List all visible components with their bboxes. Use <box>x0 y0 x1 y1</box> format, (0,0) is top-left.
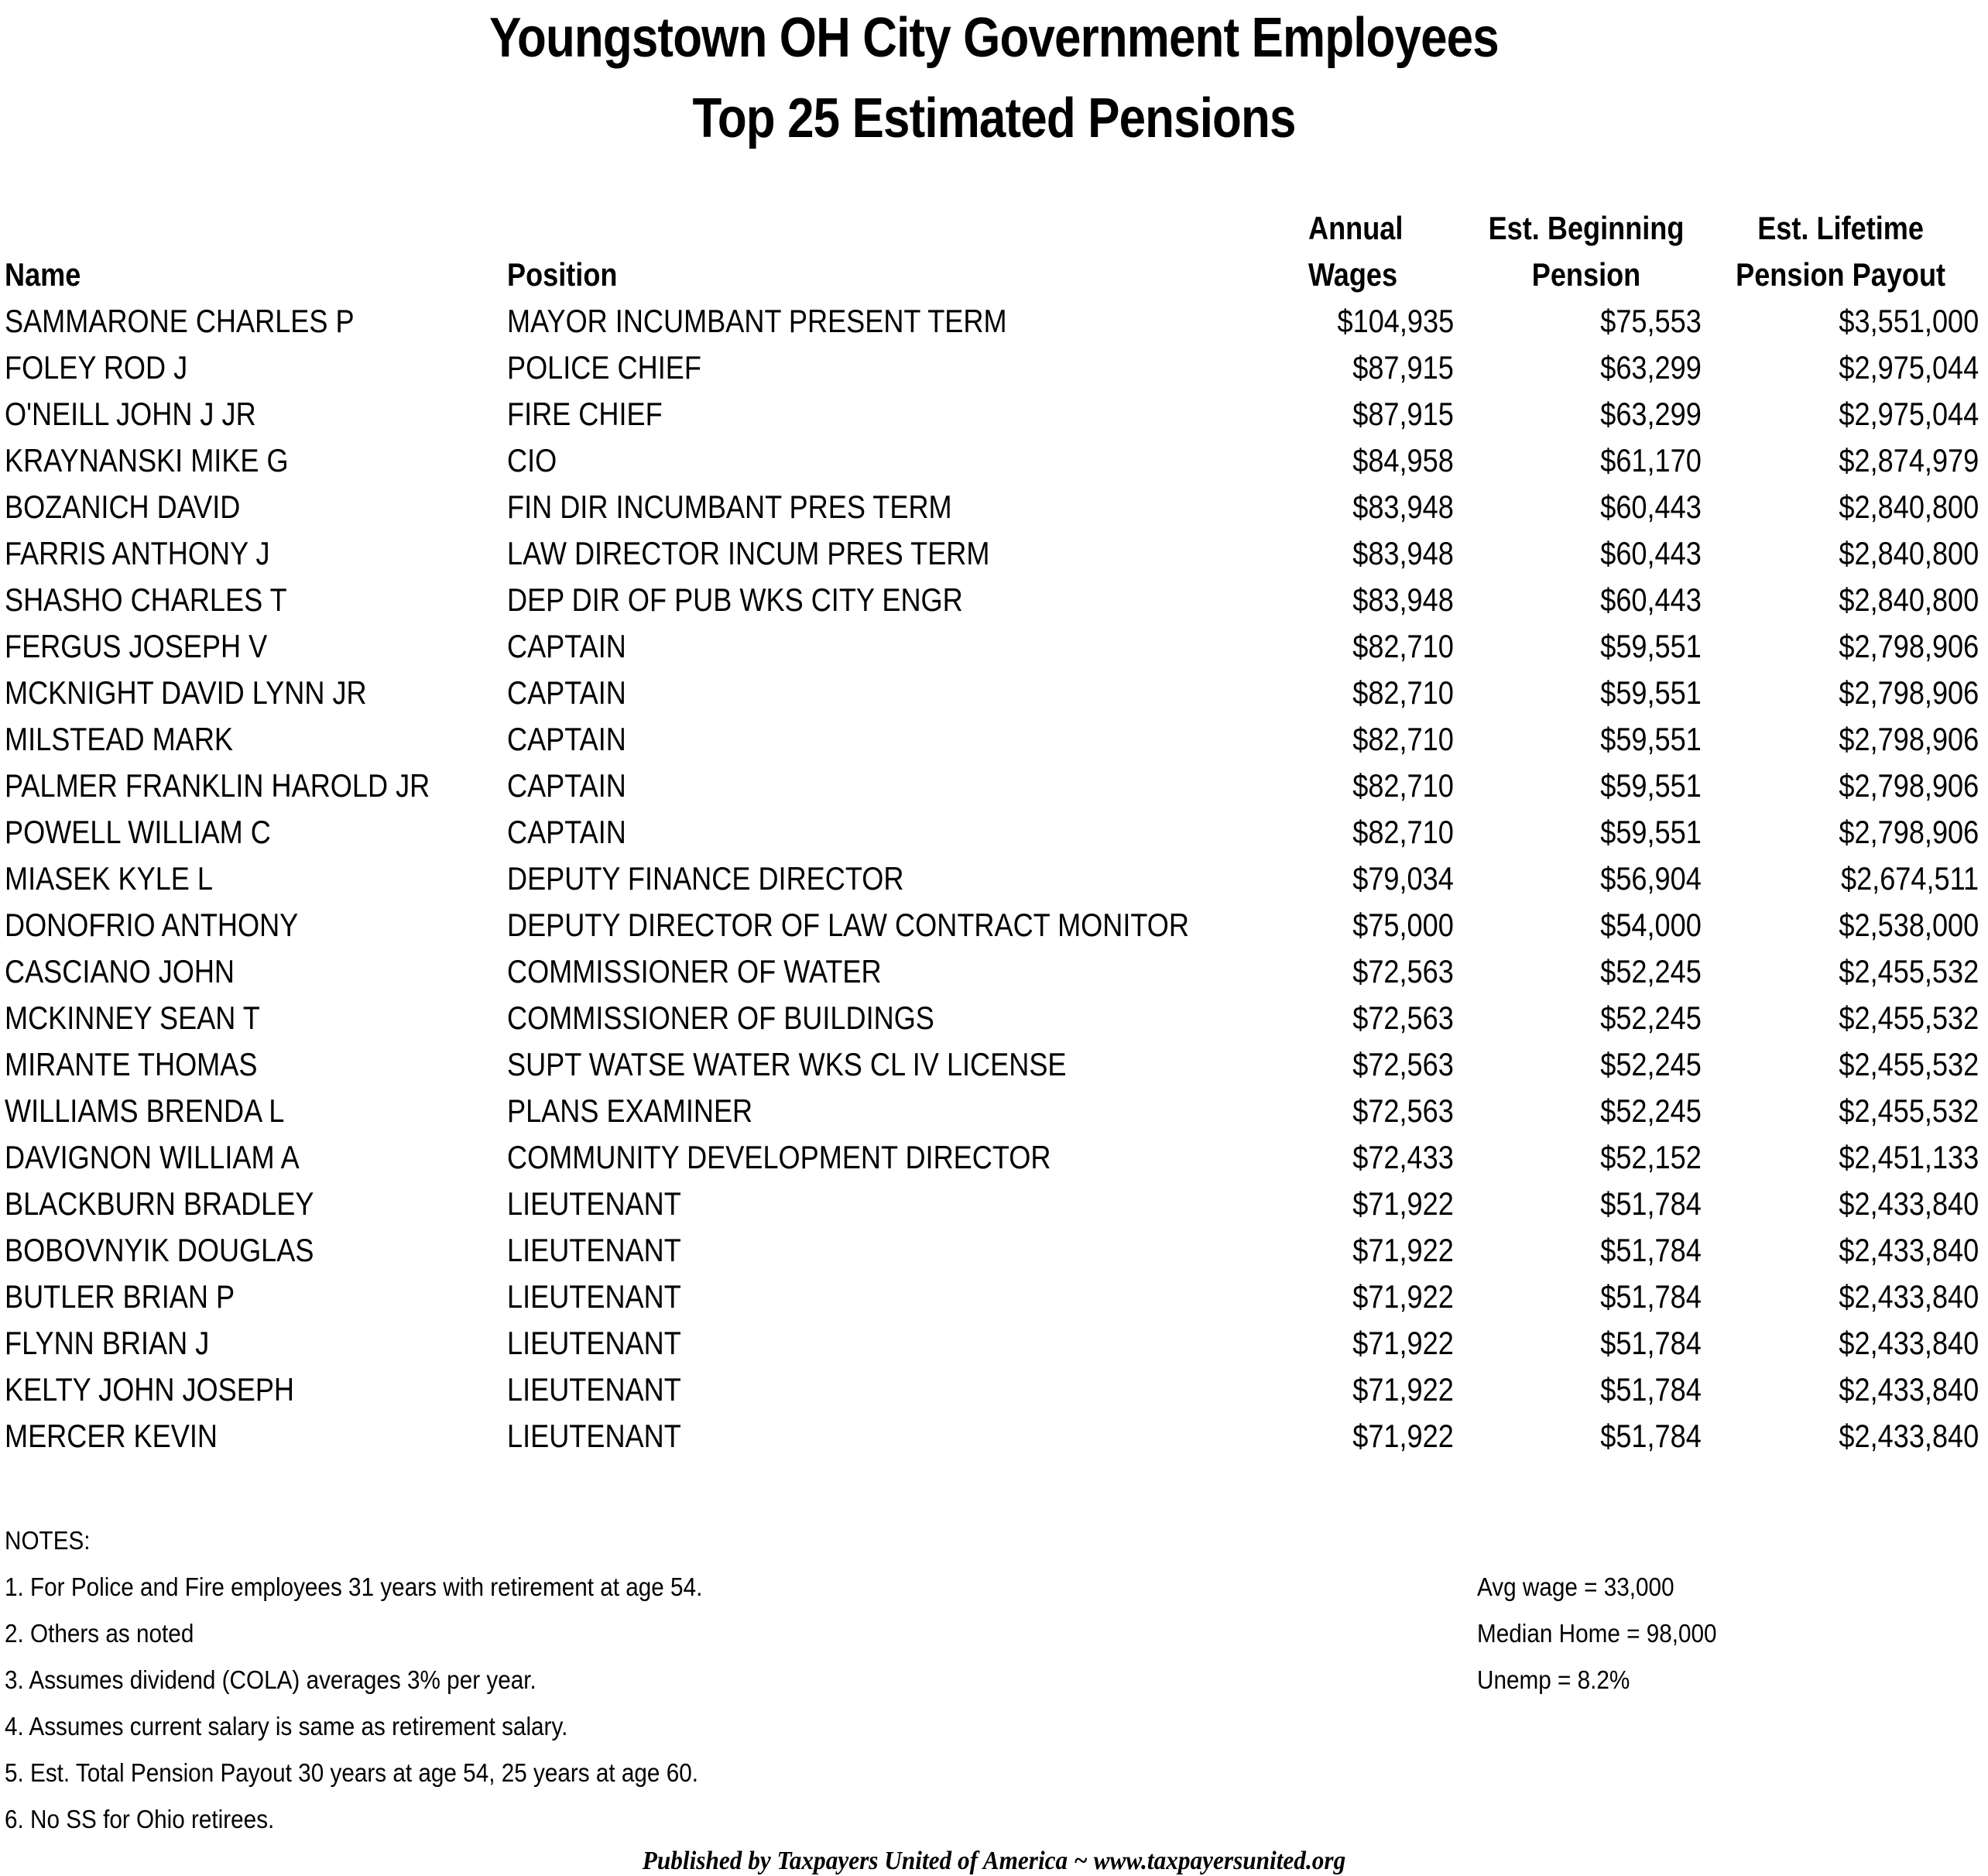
table-row <box>0 1088 1988 1134</box>
cell-annual-wages: $87,915 <box>1352 349 1454 386</box>
cell-lifetime-payout: $2,975,044 <box>1839 396 1979 432</box>
cell-name: MCKINNEY SEAN T <box>5 1000 260 1036</box>
table-row <box>0 577 1988 623</box>
table-row <box>0 298 1988 345</box>
cell-lifetime-payout: $2,874,979 <box>1839 442 1979 478</box>
cell-lifetime-payout: $2,455,532 <box>1839 1000 1979 1036</box>
table-row <box>0 1274 1988 1320</box>
table-row <box>0 763 1988 809</box>
cell-beginning-pension: $63,299 <box>1600 396 1702 432</box>
cell-beginning-pension: $63,299 <box>1600 349 1702 386</box>
cell-lifetime-payout: $2,975,044 <box>1839 349 1979 386</box>
cell-name: KRAYNANSKI MIKE G <box>5 442 289 478</box>
cell-annual-wages: $72,563 <box>1352 1046 1454 1082</box>
cell-annual-wages: $104,935 <box>1337 303 1454 339</box>
header-lifetime-line2: Pension Payout <box>1736 256 1946 293</box>
stat-avg-wage: Avg wage = 33,000 <box>1477 1572 1674 1601</box>
cell-annual-wages: $82,710 <box>1352 814 1454 850</box>
cell-position: LIEUTENANT <box>507 1278 681 1315</box>
cell-position: DEPUTY DIRECTOR OF LAW CONTRACT MONITOR <box>507 907 1189 943</box>
table-row <box>0 391 1988 437</box>
cell-lifetime-payout: $2,798,906 <box>1839 674 1979 711</box>
table-row <box>0 670 1988 716</box>
table-row <box>0 1181 1988 1227</box>
table-row <box>0 809 1988 856</box>
cell-name: FERGUS JOSEPH V <box>5 628 268 664</box>
cell-lifetime-payout: $2,455,532 <box>1839 1092 1979 1129</box>
cell-name: BOZANICH DAVID <box>5 489 241 525</box>
table-body <box>0 298 1988 1459</box>
cell-beginning-pension: $59,551 <box>1600 628 1702 664</box>
cell-lifetime-payout: $3,551,000 <box>1839 303 1979 339</box>
table-row <box>0 484 1988 530</box>
cell-beginning-pension: $59,551 <box>1600 674 1702 711</box>
table-header-row-1 <box>0 205 1988 252</box>
header-position: Position <box>507 256 618 293</box>
cell-position: LIEUTENANT <box>507 1418 681 1454</box>
note-item: 2. Others as noted <box>5 1619 194 1648</box>
cell-name: MERCER KEVIN <box>5 1418 218 1454</box>
cell-position: FIRE CHIEF <box>507 396 663 432</box>
cell-lifetime-payout: $2,798,906 <box>1839 721 1979 757</box>
cell-position: FIN DIR INCUMBANT PRES TERM <box>507 489 952 525</box>
table-row <box>0 437 1988 484</box>
table-row <box>0 995 1988 1041</box>
cell-position: MAYOR INCUMBANT PRESENT TERM <box>507 303 1007 339</box>
cell-lifetime-payout: $2,433,840 <box>1839 1185 1979 1222</box>
cell-lifetime-payout: $2,451,133 <box>1839 1139 1979 1175</box>
cell-position: DEPUTY FINANCE DIRECTOR <box>507 860 904 897</box>
table-row <box>0 716 1988 763</box>
cell-beginning-pension: $51,784 <box>1600 1418 1702 1454</box>
cell-lifetime-payout: $2,433,840 <box>1839 1325 1979 1361</box>
cell-beginning-pension: $51,784 <box>1600 1278 1702 1315</box>
cell-beginning-pension: $59,551 <box>1600 721 1702 757</box>
cell-name: MIRANTE THOMAS <box>5 1046 258 1082</box>
stat-median-home: Median Home = 98,000 <box>1477 1619 1717 1648</box>
cell-annual-wages: $87,915 <box>1352 396 1454 432</box>
cell-name: DONOFRIO ANTHONY <box>5 907 299 943</box>
cell-position: COMMISSIONER OF WATER <box>507 953 882 989</box>
cell-lifetime-payout: $2,455,532 <box>1839 953 1979 989</box>
cell-beginning-pension: $52,152 <box>1600 1139 1702 1175</box>
cell-annual-wages: $72,563 <box>1352 1092 1454 1129</box>
note-item: 6. No SS for Ohio retirees. <box>5 1805 275 1833</box>
cell-position: CAPTAIN <box>507 721 626 757</box>
table-row <box>0 1041 1988 1088</box>
cell-position: LIEUTENANT <box>507 1232 681 1268</box>
cell-beginning-pension: $59,551 <box>1600 767 1702 804</box>
table-row <box>0 948 1988 995</box>
cell-beginning-pension: $60,443 <box>1600 535 1702 571</box>
cell-beginning-pension: $51,784 <box>1600 1185 1702 1222</box>
cell-annual-wages: $83,948 <box>1352 489 1454 525</box>
cell-name: PALMER FRANKLIN HAROLD JR <box>5 767 430 804</box>
cell-position: COMMUNITY DEVELOPMENT DIRECTOR <box>507 1139 1051 1175</box>
table-row <box>0 623 1988 670</box>
header-wages-line2: Wages <box>1308 256 1398 293</box>
cell-name: SHASHO CHARLES T <box>5 581 287 618</box>
cell-name: BOBOVNYIK DOUGLAS <box>5 1232 314 1268</box>
cell-position: LAW DIRECTOR INCUM PRES TERM <box>507 535 990 571</box>
cell-annual-wages: $82,710 <box>1352 674 1454 711</box>
cell-beginning-pension: $59,551 <box>1600 814 1702 850</box>
cell-beginning-pension: $52,245 <box>1600 1046 1702 1082</box>
cell-annual-wages: $83,948 <box>1352 535 1454 571</box>
cell-lifetime-payout: $2,840,800 <box>1839 581 1979 618</box>
cell-lifetime-payout: $2,798,906 <box>1839 628 1979 664</box>
stat-unemployment: Unemp = 8.2% <box>1477 1665 1630 1694</box>
cell-lifetime-payout: $2,433,840 <box>1839 1232 1979 1268</box>
stats-section <box>1477 1564 1743 1703</box>
cell-lifetime-payout: $2,798,906 <box>1839 814 1979 850</box>
cell-position: LIEUTENANT <box>507 1185 681 1222</box>
cell-beginning-pension: $51,784 <box>1600 1325 1702 1361</box>
cell-beginning-pension: $52,245 <box>1600 1092 1702 1129</box>
cell-position: LIEUTENANT <box>507 1325 681 1361</box>
cell-beginning-pension: $52,245 <box>1600 953 1702 989</box>
header-beginning-line2: Pension <box>1531 256 1641 293</box>
cell-name: SAMMARONE CHARLES P <box>5 303 355 339</box>
cell-annual-wages: $71,922 <box>1352 1185 1454 1222</box>
cell-beginning-pension: $60,443 <box>1600 581 1702 618</box>
cell-name: DAVIGNON WILLIAM A <box>5 1139 300 1175</box>
table-row <box>0 530 1988 577</box>
cell-name: CASCIANO JOHN <box>5 953 235 989</box>
cell-annual-wages: $82,710 <box>1352 628 1454 664</box>
cell-annual-wages: $71,922 <box>1352 1325 1454 1361</box>
table-header-row-2 <box>0 252 1988 298</box>
cell-beginning-pension: $75,553 <box>1600 303 1702 339</box>
table-row <box>0 1320 1988 1367</box>
cell-annual-wages: $71,922 <box>1352 1232 1454 1268</box>
header-beginning-line1: Est. Beginning <box>1488 210 1685 246</box>
cell-position: CAPTAIN <box>507 674 626 711</box>
cell-name: O'NEILL JOHN J JR <box>5 396 256 432</box>
cell-annual-wages: $75,000 <box>1352 907 1454 943</box>
table-row <box>0 1134 1988 1181</box>
cell-annual-wages: $79,034 <box>1352 860 1454 897</box>
cell-annual-wages: $83,948 <box>1352 581 1454 618</box>
cell-position: CAPTAIN <box>507 628 626 664</box>
header-wages-line1: Annual <box>1308 210 1404 246</box>
cell-position: SUPT WATSE WATER WKS CL IV LICENSE <box>507 1046 1067 1082</box>
cell-beginning-pension: $56,904 <box>1600 860 1702 897</box>
table-row <box>0 1413 1988 1459</box>
cell-lifetime-payout: $2,433,840 <box>1839 1278 1979 1315</box>
cell-name: POWELL WILLIAM C <box>5 814 271 850</box>
cell-beginning-pension: $54,000 <box>1600 907 1702 943</box>
cell-position: DEP DIR OF PUB WKS CITY ENGR <box>507 581 963 618</box>
cell-lifetime-payout: $2,840,800 <box>1839 535 1979 571</box>
cell-name: FLYNN BRIAN J <box>5 1325 210 1361</box>
cell-beginning-pension: $60,443 <box>1600 489 1702 525</box>
cell-name: WILLIAMS BRENDA L <box>5 1092 285 1129</box>
cell-name: FOLEY ROD J <box>5 349 188 386</box>
note-item: 4. Assumes current salary is same as retirement salary. <box>5 1712 568 1741</box>
cell-name: FARRIS ANTHONY J <box>5 535 270 571</box>
page-subtitle: Top 25 Estimated Pensions <box>692 87 1296 149</box>
cell-annual-wages: $84,958 <box>1352 442 1454 478</box>
table-row <box>0 1227 1988 1274</box>
notes-heading: NOTES: <box>5 1526 91 1555</box>
cell-position: CAPTAIN <box>507 767 626 804</box>
cell-lifetime-payout: $2,433,840 <box>1839 1418 1979 1454</box>
cell-beginning-pension: $51,784 <box>1600 1371 1702 1408</box>
cell-annual-wages: $82,710 <box>1352 721 1454 757</box>
cell-annual-wages: $71,922 <box>1352 1278 1454 1315</box>
cell-annual-wages: $72,433 <box>1352 1139 1454 1175</box>
table-row <box>0 1367 1988 1413</box>
note-item: 5. Est. Total Pension Payout 30 years at age 54, 25 years at age 60. <box>5 1758 698 1787</box>
note-item: 3. Assumes dividend (COLA) averages 3% per year. <box>5 1665 536 1694</box>
header-lifetime-line1: Est. Lifetime <box>1757 210 1924 246</box>
cell-lifetime-payout: $2,538,000 <box>1839 907 1979 943</box>
cell-annual-wages: $71,922 <box>1352 1371 1454 1408</box>
cell-annual-wages: $82,710 <box>1352 767 1454 804</box>
cell-name: BUTLER BRIAN P <box>5 1278 235 1315</box>
header-name: Name <box>5 256 81 293</box>
cell-beginning-pension: $61,170 <box>1600 442 1702 478</box>
cell-position: POLICE CHIEF <box>507 349 701 386</box>
page-title: Youngstown OH City Government Employees <box>489 7 1499 69</box>
cell-annual-wages: $71,922 <box>1352 1418 1454 1454</box>
cell-name: MILSTEAD MARK <box>5 721 234 757</box>
pension-table <box>0 205 1988 1459</box>
cell-position: PLANS EXAMINER <box>507 1092 753 1129</box>
cell-lifetime-payout: $2,798,906 <box>1839 767 1979 804</box>
cell-annual-wages: $72,563 <box>1352 953 1454 989</box>
cell-name: BLACKBURN BRADLEY <box>5 1185 314 1222</box>
cell-lifetime-payout: $2,433,840 <box>1839 1371 1979 1408</box>
table-row <box>0 345 1988 391</box>
cell-lifetime-payout: $2,674,511 <box>1840 860 1979 897</box>
cell-beginning-pension: $52,245 <box>1600 1000 1702 1036</box>
table-row <box>0 856 1988 902</box>
publisher-footer: Published by Taxpayers United of America ~ www.taxpayersunited.org <box>642 1847 1346 1875</box>
table-row <box>0 902 1988 948</box>
cell-position: CIO <box>507 442 557 478</box>
cell-name: KELTY JOHN JOSEPH <box>5 1371 295 1408</box>
note-item: 1. For Police and Fire employees 31 years with retirement at age 54. <box>5 1572 703 1601</box>
cell-position: LIEUTENANT <box>507 1371 681 1408</box>
cell-position: COMMISSIONER OF BUILDINGS <box>507 1000 934 1036</box>
cell-annual-wages: $72,563 <box>1352 1000 1454 1036</box>
cell-name: MIASEK KYLE L <box>5 860 214 897</box>
notes-section <box>5 1518 780 1843</box>
cell-beginning-pension: $51,784 <box>1600 1232 1702 1268</box>
cell-position: CAPTAIN <box>507 814 626 850</box>
cell-lifetime-payout: $2,455,532 <box>1839 1046 1979 1082</box>
cell-lifetime-payout: $2,840,800 <box>1839 489 1979 525</box>
cell-name: MCKNIGHT DAVID LYNN JR <box>5 674 367 711</box>
